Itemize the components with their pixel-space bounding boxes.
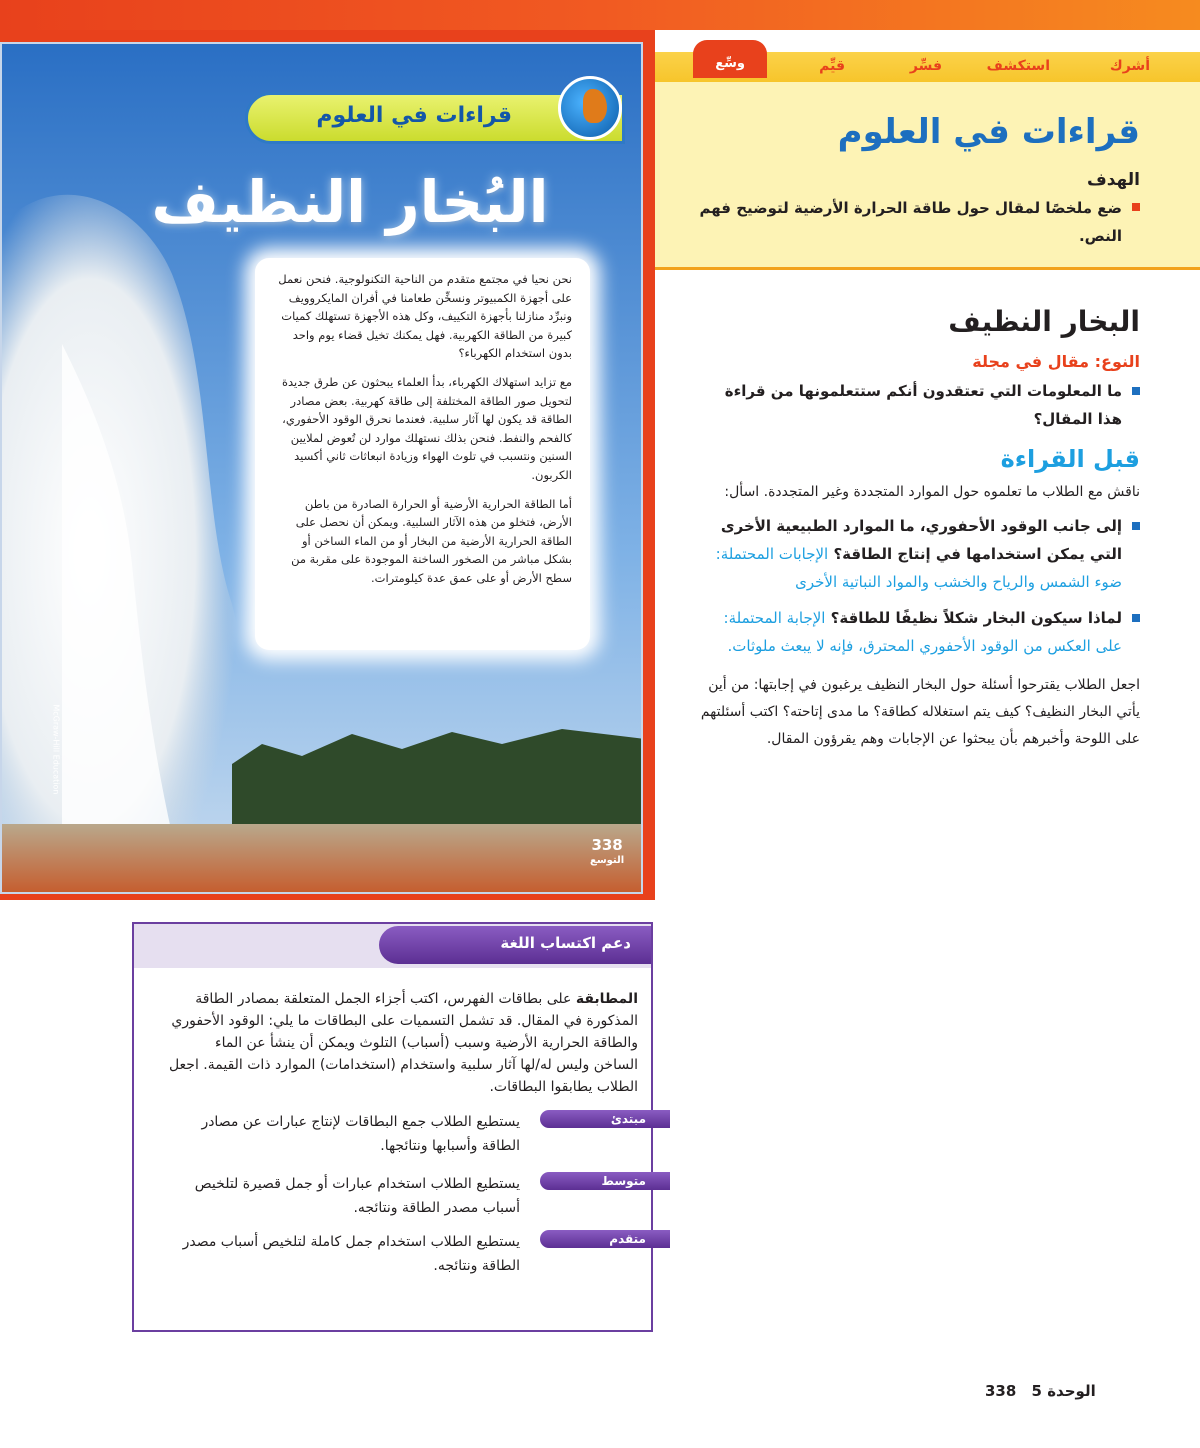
objective-label: الهدف (1086, 170, 1140, 190)
level-text-beginner: يستطيع الطلاب جمع البطاقات لإنتاج عبارات عن مصادر الطاقة وأسبابها ونتائجها. (201, 1114, 520, 1154)
discuss-paragraph: ناقش مع الطلاب ما تعلموه حول الموارد المتجددة وغير المتجددة. اسأل: (724, 484, 1140, 500)
bullet-square-icon (1132, 387, 1140, 395)
level-advanced (168, 1230, 650, 1278)
globe-icon (558, 76, 622, 140)
banner-title: قراءات في العلوم (316, 103, 512, 128)
tab-extend-active[interactable]: وسِّع (693, 40, 767, 78)
answer-2: الإجابات المحتملة: ضوء الشمس والرياح والخشب والمواد النباتية الأخرى (715, 545, 1122, 591)
photo-credit: McGraw-Hill Education (51, 704, 61, 795)
level-tag-advanced: متقدم (540, 1230, 670, 1248)
language-support-body: المطابقة على بطاقات الفهرس، اكتب أجزاء الجمل المتعلقة بمصادر الطاقة المذكورة في المقال. قد تشمل التسميات على البطاقات ما يلي: الوقود الأحفوري والطاقة الحرارية الأرضية وسبب (أسباب) التلوث ويمكن أن ينشأ عن الماء الساخن وليس له/لها آثار سلبية واستخدام (استخدامات) الموارد ذات القيمة. اجعل الطلاب يطابقوا البطاقات. (168, 991, 638, 1095)
page-number: 338 (985, 1382, 1017, 1400)
pupil-page-number: 338 التوسع (590, 836, 625, 866)
tab-explore[interactable]: استكشف (986, 58, 1050, 74)
bullet-square-icon (1132, 614, 1140, 622)
level-intermediate (168, 1172, 650, 1220)
teacher-notes (700, 305, 1140, 753)
page-footer (985, 1382, 1096, 1400)
article-paragraph-3: أما الطاقة الحرارية الأرضية أو الحرارة الصادرة من باطن الأرض، فتخلو من هذه الآثار السلبية. ويمكن أن نحصل على الطاقة الحرارية الأرضية من البخار أو من الماء الساخن أو بشكل مباشر من الصخور الساخنة الموجودة على مقربة من سطح الأرض أو على عمق عدة كيلومترات. (291, 496, 572, 585)
section-title: قراءات في العلوم (837, 112, 1140, 152)
globe-land-shape (583, 89, 607, 123)
language-support-box (132, 922, 653, 1332)
article-paragraph-1: نحن نحيا في مجتمع متقدم من الناحية التكنولوجية. فنحن نعمل على أجهزة الكمبيوتر ونسخِّن طعامنا في أفران المايكروويف ونبرِّد منازلنا بأجهزة التكييف، وكل هذه الأجهزة تستهلك كميات كبيرة من الطاقة الكهربية. فهل يمكنك تخيل قضاء يوم واحد بدون استخدام الكهرباء؟ (278, 272, 572, 361)
article-big-title: البُخار النظيف (151, 168, 549, 236)
answer-3: الإجابة المحتملة: على العكس من الوقود الأحفوري المحترق، فإنه لا يبعث ملوثات. (723, 609, 1122, 655)
tab-explain[interactable]: فسِّر (909, 58, 942, 74)
student-page-thumbnail (0, 30, 655, 900)
bullet-square-icon (1132, 522, 1140, 530)
article-heading: البخار النظيف (948, 305, 1140, 338)
language-support-header (134, 924, 651, 968)
closing-paragraph: اجعل الطلاب يقترحوا أسئلة حول البخار النظيف يرغبون في إجابتها: من أين يأتي البخار النظيف؟ كيف يتم استغلاله كطاقة؟ ما مدى إتاحته؟ اكتب أسئلتهم على اللوحة وأخبرهم بأن يبحثوا عن الإجابات وهم يقرؤون المقال. (700, 677, 1140, 747)
question-1: ما المعلومات التي تعتقدون أنكم ستتعلمونها من قراءة هذا المقال؟ (700, 377, 1140, 433)
article-textbox (255, 258, 590, 650)
before-reading-heading: قبل القراءة (1000, 445, 1140, 473)
bullet-square-icon (1132, 203, 1140, 211)
lesson-stage-tabs (655, 52, 1200, 82)
objective-panel (655, 82, 1200, 270)
level-beginner (168, 1110, 650, 1158)
level-tag-beginner: مبتدئ (540, 1110, 670, 1128)
top-color-strip (0, 0, 1200, 30)
level-text-advanced: يستطيع الطلاب استخدام جمل كاملة لتلخيص أسباب مصدر الطاقة ونتائجه. (182, 1234, 520, 1274)
question-2: إلى جانب الوقود الأحفوري، ما الموارد الطبيعية الأخرى التي يمكن استخدامها في إنتاج الطاقة؟ الإجابات المحتملة: ضوء الشمس والرياح والخشب والمواد النباتية الأخرى (700, 512, 1140, 596)
tab-evaluate[interactable]: قيِّم (819, 58, 845, 74)
lead-term: المطابقة (575, 991, 638, 1007)
objective-text: ضع ملخصًا لمقال حول طاقة الحرارة الأرضية لتوضيح فهم النص. (675, 194, 1140, 250)
pupil-page-label: التوسع (590, 855, 625, 866)
language-support-title: دعم اكتساب اللغة (379, 926, 651, 964)
article-type: النوع: مقال في مجلة (972, 352, 1140, 371)
level-tag-intermediate: متوسط (540, 1172, 670, 1190)
tab-engage[interactable]: أشرك (1109, 58, 1150, 74)
unit-label: الوحدة 5 (1031, 1382, 1096, 1400)
question-3: لماذا سيكون البخار شكلاً نظيفًا للطاقة؟ الإجابة المحتملة: على العكس من الوقود الأحفوري المحترق، فإنه لا يبعث ملوثات. (700, 604, 1140, 660)
level-text-intermediate: يستطيع الطلاب استخدام عبارات أو جمل قصيرة لتلخيص أسباب مصدر الطاقة ونتائجه. (194, 1176, 520, 1216)
article-paragraph-2: مع تزايد استهلاك الكهرباء، بدأ العلماء يبحثون عن طرق جديدة لتحويل صور الطاقة المختلفة إلى طاقة كهربية. بعض مصادر الطاقة قد يكون لها آثار سلبية. فعندما نحرق الوقود الأحفوري، كالفحم والنفط. فنحن بذلك نستهلك موارد لن تُعوض لملايين السنين ونتسبب في تلوث الهواء وزيادة انبعاثات ثاني أكسيد الكربون. (281, 374, 572, 482)
